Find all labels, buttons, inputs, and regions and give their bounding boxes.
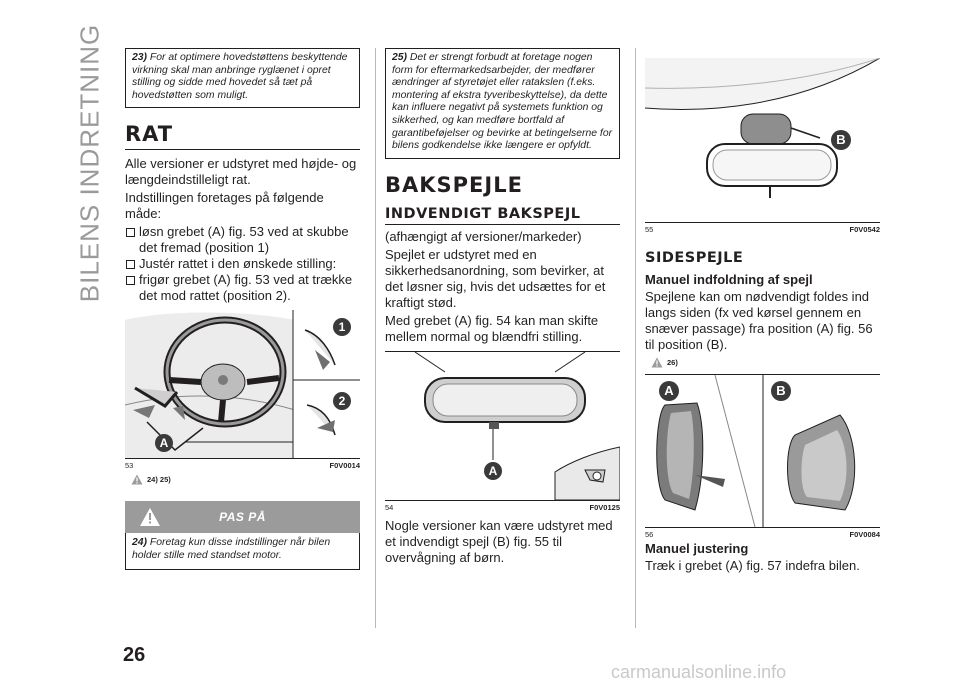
column-2 [385, 48, 620, 568]
paragraph: Spejlene kan om nødvendigt foldes ind langs siden (fx ved kørsel gennem en snæver passage) fra position (A) fig. 56 til position (B). [645, 289, 873, 352]
pas-paa-banner: PAS PÅ [125, 501, 360, 533]
paragraph: (afhængigt af versioner/markeder) [385, 228, 582, 244]
figure-53-caption: 53 F0V0014 [125, 461, 360, 471]
note-25: 25) Det er strengt forbudt at foretage nogen form for eftermarkedsarbejder, der medfører ændringer af styretøjet eller ratakslen (f.eks. montering af ekstra tyveribeskyttelse), da dette kan influere negativt på systemets funktion og sikkerhed, og kan medføre bortfald af garantibeføjelser og bevirke at betingelserne for bilens godkendelse ikke længere er opfyldt. [385, 48, 620, 159]
warning-triangle-icon [651, 357, 663, 368]
figure-55-caption: 55 F0V0542 [645, 225, 880, 234]
list-item: frigør grebet (A) fig. 53 ved at trække det mod rattet (position 2). [125, 272, 360, 304]
manuel-indfoldning-heading: Manuel indfoldning af spejl [645, 272, 813, 287]
column-1 [125, 48, 360, 570]
figure-53 [125, 310, 360, 459]
rearview-mirror-illustration [385, 352, 620, 500]
note-23: 23) For at optimere hovedstøttens beskyttende virkning skal man anbringe ryglænet i opret stilling og sidde med hovedet så tæt på hovedstøtten som muligt. [125, 48, 360, 108]
rat-intro: Alle versioner er udstyret med højde- og længdeindstilleligt rat. [125, 156, 357, 188]
checkbox-bullet-icon [126, 276, 135, 285]
figure-56 [645, 374, 880, 528]
watermark: carmanualsonline.info [611, 662, 787, 682]
indvendigt-bakspejl-heading: INDVENDIGT BAKSPEJL [385, 206, 620, 225]
list-item: Justér rattet i den ønskede stilling: [125, 256, 360, 272]
rat-heading: RAT [125, 122, 360, 150]
page-number: 26 [123, 644, 146, 666]
figure-label-a: A [155, 434, 173, 452]
figure-label-2: 2 [333, 392, 351, 410]
rat-how: Indstillingen foretages på følgende måde: [125, 190, 324, 222]
figure-56-caption: 56 F0V0084 [645, 530, 880, 539]
side-section-title: BILENS INDRETNING [74, 23, 105, 303]
figure-54-caption: 54 F0V0125 [385, 502, 620, 512]
manuel-justering-heading: Manuel justering [645, 541, 749, 556]
column-divider [635, 48, 636, 628]
list-item: løsn grebet (A) fig. 53 ved at skubbe det fremad (position 1) [125, 224, 360, 256]
column-divider [375, 48, 376, 628]
warning-reference: 24) 25) [131, 474, 360, 485]
figure-label-b: B [771, 381, 791, 401]
figure-label-b: B [831, 130, 851, 150]
bakspejle-heading: BAKSPEJLE [385, 172, 523, 197]
sidespejle-heading: SIDESPEJLE [645, 250, 744, 266]
figure-54 [385, 351, 620, 501]
figure-label-a: A [484, 462, 502, 480]
figure-55 [645, 58, 880, 223]
checkbox-bullet-icon [126, 260, 135, 269]
warning-triangle-icon [131, 474, 143, 485]
checkbox-bullet-icon [126, 228, 135, 237]
side-mirror-illustration [645, 375, 880, 527]
paragraph: Træk i grebet (A) fig. 57 indefra bilen. [645, 558, 860, 573]
paragraph: Nogle versioner kan være udstyret med et indvendigt spejl (B) fig. 55 til overvågning af børn. [385, 517, 613, 565]
paragraph: Spejlet er udstyret med en sikkerhedsanordning, som bevirker, at det løsner sig, hvis det udsættes for et kraftigt stød. [385, 246, 606, 310]
figure-label-a: A [659, 381, 679, 401]
paragraph: Med grebet (A) fig. 54 kan man skifte mellem normal og blændfri stilling. [385, 312, 599, 344]
warning-reference: 26) [651, 357, 880, 368]
column-3 [645, 48, 880, 576]
note-24: 24) Foretag kun disse indstillinger når bilen holder stille med standset motor. [125, 533, 360, 569]
figure-label-1: 1 [333, 318, 351, 336]
